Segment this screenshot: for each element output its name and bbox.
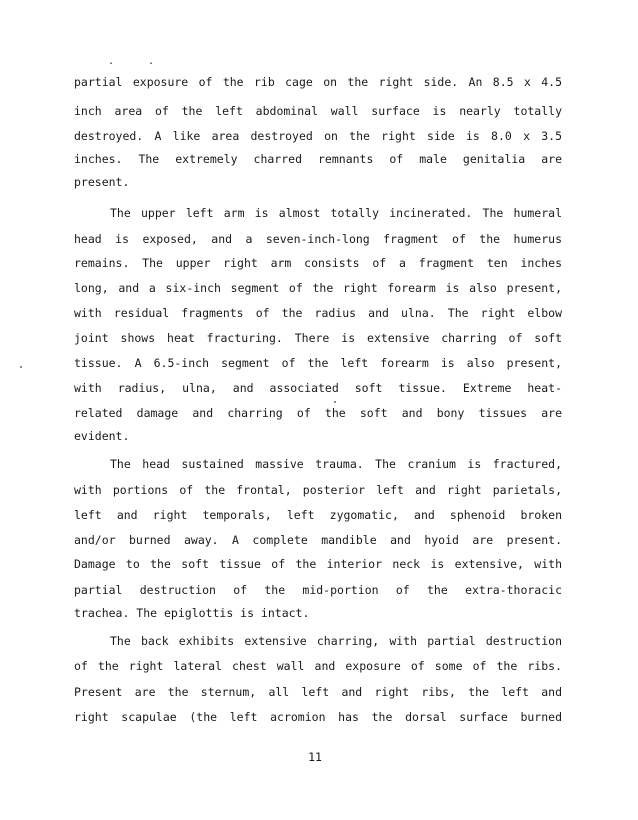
text-line: evident. bbox=[74, 429, 130, 443]
text-line: right scapulae (the left acromion has the dorsal surface burned bbox=[74, 710, 562, 724]
text-line: with residual fragments of the radius and ulna. The right elbow bbox=[74, 306, 562, 320]
text-line: partial exposure of the rib cage on the right side. An 8.5 x 4.5 bbox=[74, 75, 562, 89]
text-line: remains. The upper right arm consists of a fragment ten inches bbox=[74, 256, 562, 270]
page-number: 11 bbox=[308, 750, 322, 764]
text-line: inches. The extremely charred remnants of male genitalia are bbox=[74, 152, 562, 166]
text-line: trachea. The epiglottis is intact. bbox=[74, 606, 310, 620]
text-line: Damage to the soft tissue of the interior neck is extensive, with bbox=[74, 557, 562, 571]
text-line: head is exposed, and a seven-inch-long fragment of the humerus bbox=[74, 232, 562, 246]
text-line: The upper left arm is almost totally incinerated. The humeral bbox=[110, 206, 562, 220]
text-line: The back exhibits extensive charring, with partial destruction bbox=[110, 634, 562, 648]
text-line: joint shows heat fracturing. There is extensive charring of soft bbox=[74, 331, 562, 345]
text-line: partial destruction of the mid-portion of the extra-thoracic bbox=[74, 583, 562, 597]
text-line: long, and a six-inch segment of the right forearm is also present, bbox=[74, 281, 562, 295]
text-line: left and right temporals, left zygomatic, and sphenoid broken bbox=[74, 508, 562, 522]
scan-speck bbox=[334, 401, 336, 403]
text-line: of the right lateral chest wall and exposure of some of the ribs. bbox=[74, 659, 562, 673]
text-line: with portions of the frontal, posterior left and right parietals, bbox=[74, 483, 562, 497]
text-line: tissue. A 6.5-inch segment of the left forearm is also present, bbox=[74, 356, 562, 370]
text-line: Present are the sternum, all left and right ribs, the left and bbox=[74, 685, 562, 699]
text-line: and/or burned away. A complete mandible and hyoid are present. bbox=[74, 533, 562, 547]
text-line: destroyed. A like area destroyed on the right side is 8.0 x 3.5 bbox=[74, 129, 562, 143]
text-line: present. bbox=[74, 175, 130, 189]
scan-speck bbox=[20, 366, 22, 368]
text-line: related damage and charring of the soft and bony tissues are bbox=[74, 406, 562, 420]
text-line: The head sustained massive trauma. The cranium is fractured, bbox=[110, 457, 562, 471]
text-line: with radius, ulna, and associated soft tissue. Extreme heat- bbox=[74, 381, 562, 395]
text-line: inch area of the left abdominal wall surface is nearly totally bbox=[74, 104, 562, 118]
top-marks: . . bbox=[108, 56, 169, 67]
